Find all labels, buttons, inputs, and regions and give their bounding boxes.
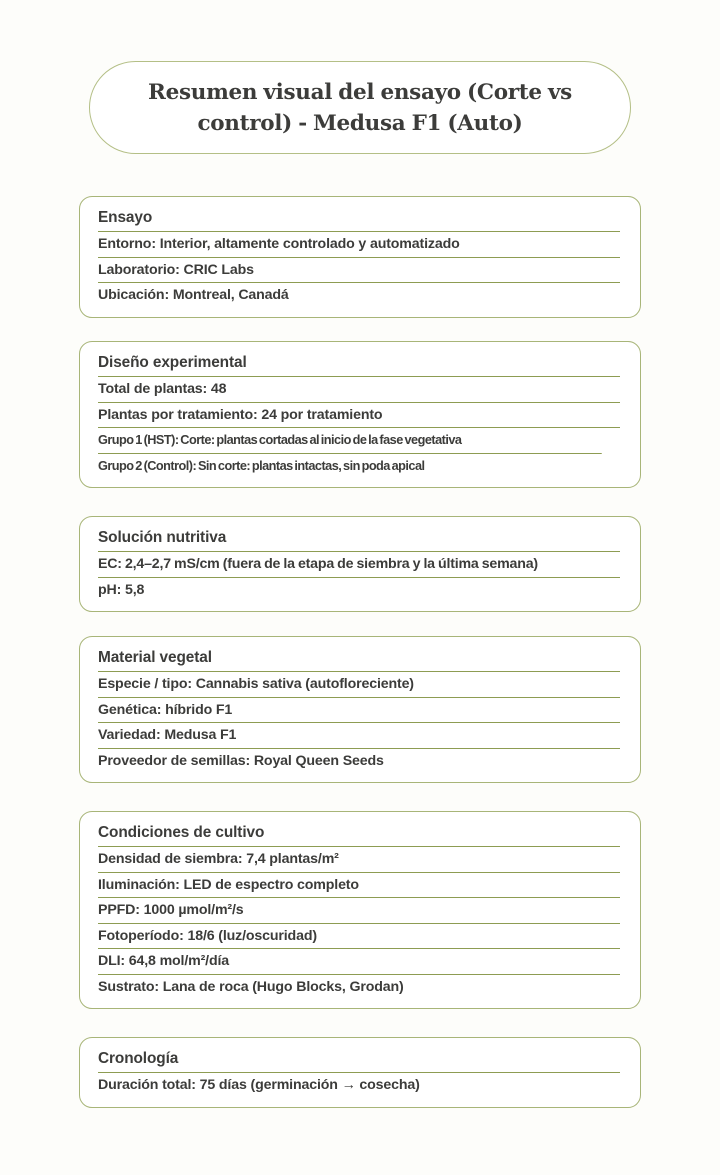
card-row: Sustrato: Lana de roca (Hugo Blocks, Grodan) [98,978,404,995]
card-solucion-nutritiva [79,516,641,612]
card-row: Plantas por tratamiento: 24 por tratamiento [98,403,620,429]
card-row: Iluminación: LED de espectro completo [98,873,620,899]
card-ensayo [79,196,641,318]
page-title-pill [89,61,631,154]
card-row: Densidad de siembra: 7,4 plantas/m² [98,847,620,873]
card-header: Solución nutritiva [98,525,620,552]
card-header: Ensayo [98,205,620,232]
card-row: Genética: híbrido F1 [98,698,620,724]
card-row: Proveedor de semillas: Royal Queen Seeds [98,752,384,769]
card-row: EC: 2,4–2,7 mS/cm (fuera de la etapa de siembra y la última semana) [98,552,620,578]
card-diseno-experimental [79,341,641,488]
card-row: Entorno: Interior, altamente controlado y automatizado [98,232,620,258]
card-condiciones-de-cultivo [79,811,641,1009]
card-row: Variedad: Medusa F1 [98,723,620,749]
card-cronologia [79,1037,641,1108]
card-row: pH: 5,8 [98,581,145,598]
card-header: Material vegetal [98,645,620,672]
card-row: Laboratorio: CRIC Labs [98,258,620,284]
card-header: Diseño experimental [98,350,620,377]
card-row: Fotoperíodo: 18/6 (luz/oscuridad) [98,924,620,950]
card-row: Ubicación: Montreal, Canadá [98,287,289,303]
card-row: PPFD: 1000 µmol/m²/s [98,898,620,924]
card-row: Duración total: 75 días (germinación → cosecha) [98,1077,420,1093]
card-row: DLI: 64,8 mol/m²/día [98,949,620,975]
card-row: Total de plantas: 48 [98,377,620,403]
card-row: Grupo 2 (Control): Sin corte: plantas intactas, sin poda apical [98,457,425,473]
card-material-vegetal [79,636,641,783]
card-header: Cronología [98,1046,620,1073]
card-row: Grupo 1 (HST): Corte: plantas cortadas al inicio de la fase vegetativa [98,428,602,454]
page-title: Resumen visual del ensayo (Corte vs control) - Medusa F1 (Auto) [148,79,572,136]
card-header: Condiciones de cultivo [98,820,620,847]
card-row: Especie / tipo: Cannabis sativa (autofloreciente) [98,672,620,698]
